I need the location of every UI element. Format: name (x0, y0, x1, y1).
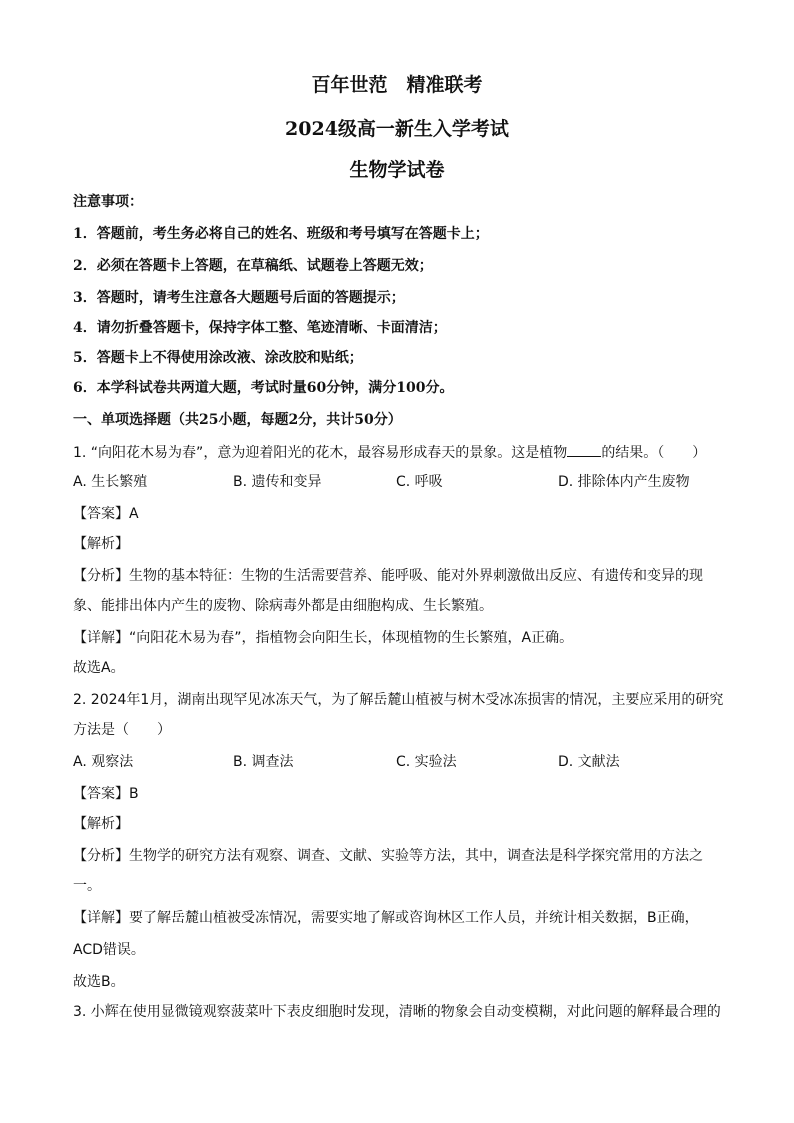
subject-title: 生物学试卷 (349, 159, 445, 181)
question-2-detail-line-2: ACD错误。 (73, 942, 145, 958)
question-1-option-a: A. 生长繁殖 (73, 474, 148, 490)
question-1-analysis-line-1: 【分析】生物的基本特征：生物的生活需要营养、能呼吸、能对外界刺激做出反应、有遗传和变异的现 (73, 568, 703, 584)
question-1-option-b: B. 遗传和变异 (233, 474, 322, 490)
question-2-analysis-label: 【解析】 (73, 816, 129, 832)
question-1-option-c: C. 呼吸 (396, 474, 443, 490)
question-1-option-d: D. 排除体内产生废物 (558, 474, 690, 490)
question-2-stem-line-1: 2. 2024年1月，湖南出现罕见冰冻天气，为了解岳麓山植被与树木受冰冻损害的情况，主要应采用的研究 (73, 692, 724, 708)
question-1-analysis-line-2: 象、能排出体内产生的废物、除病毒外都是由细胞构成、生长繁殖。 (73, 598, 493, 614)
question-3-stem-line-1: 3. 小辉在使用显微镜观察菠菜叶下表皮细胞时发现，清晰的物象会自动变模糊，对此问题的解释最合理的 (73, 1004, 721, 1020)
question-2-conclusion: 故选B。 (73, 974, 125, 990)
exam-name-title: 2024级高一新生入学考试 (285, 118, 509, 140)
notice-item-5: 5．答题卡上不得使用涂改液、涂改胶和贴纸； (73, 350, 363, 366)
question-1-analysis-label: 【解析】 (73, 536, 129, 552)
question-2-option-c: C. 实验法 (396, 754, 457, 770)
notice-item-4: 4．请勿折叠答题卡，保持字体工整、笔迹清晰、卡面清洁； (73, 320, 447, 336)
question-2-stem-line-2: 方法是（ ） (73, 722, 171, 738)
notice-heading: 注意事项： (73, 194, 143, 210)
question-2-option-d: D. 文献法 (558, 754, 620, 770)
question-1-stem (73, 442, 733, 463)
question-1-answer: 【答案】A (73, 506, 139, 522)
answer-blank (567, 442, 601, 457)
notice-item-2: 2．必须在答题卡上答题，在草稿纸、试题卷上答题无效； (73, 258, 433, 274)
notice-item-3: 3．答题时，请考生注意各大题题号后面的答题提示； (73, 290, 405, 306)
question-2-analysis-line-2: 一。 (73, 878, 101, 894)
question-2-analysis-line-1: 【分析】生物学的研究方法有观察、调查、文献、实验等方法，其中，调查法是科学探究常用的方法之 (73, 848, 703, 864)
question-2-detail-line-1: 【详解】要了解岳麓山植被受冻情况，需要实地了解或咨询林区工作人员，并统计相关数据，B正确， (73, 910, 699, 926)
question-2-answer: 【答案】B (73, 786, 139, 802)
question-2-option-a: A. 观察法 (73, 754, 134, 770)
exam-series-title: 百年世范 精准联考 (311, 74, 483, 96)
section-heading: 一、单项选择题（共25小题，每题2分，共计50分） (73, 412, 402, 428)
notice-item-1: 1．答题前，考生务必将自己的姓名、班级和考号填写在答题卡上； (73, 226, 489, 242)
question-1-stem-before: 1. “向阳花木易为春”，意为迎着阳光的花木，最容易形成春天的景象。这是植物 (73, 445, 568, 461)
question-1-detail: 【详解】“向阳花木易为春”，指植物会向阳生长，体现植物的生长繁殖，A正确。 (73, 630, 574, 646)
question-1-stem-after: 的结果。（ ） (601, 445, 707, 461)
question-1-conclusion: 故选A。 (73, 660, 125, 676)
question-2-option-b: B. 调查法 (233, 754, 294, 770)
notice-item-6: 6．本学科试卷共两道大题，考试时量60分钟，满分100分。 (73, 380, 454, 396)
